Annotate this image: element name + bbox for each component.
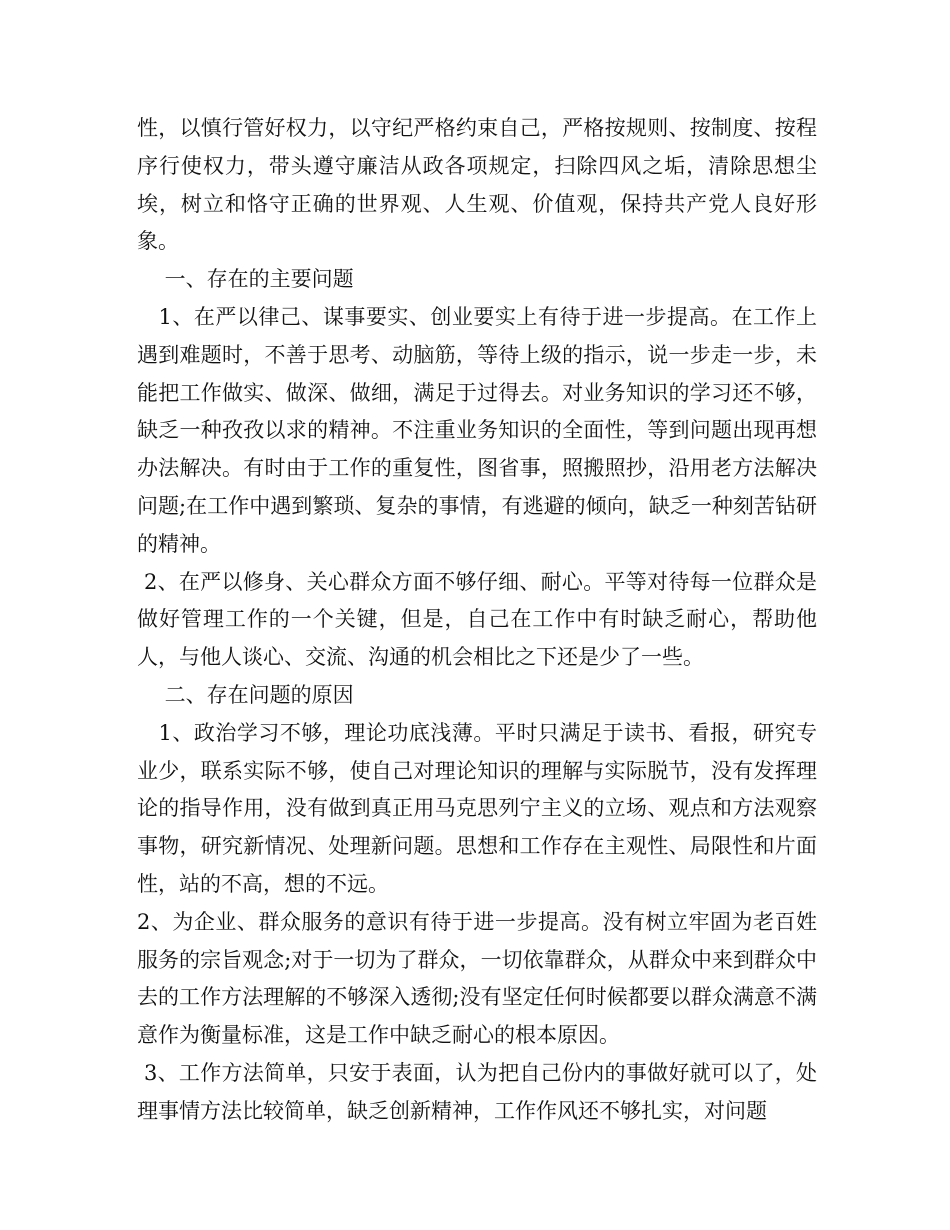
paragraph-problem-1: 1、在严以律己、谋事要实、创业要实上有待于进一步提高。在工作上遇到难题时，不善于思考、动脑筋，等待上级的指示，说一步走一步，未能把工作做实、做深、做细，满足于过得去。对业务知识的学习还不够，缺乏一种孜孜以求的精神。不注重业务知识的全面性，等到问题出现再想办法解决。有时由于工作的重复性，图省事，照搬照抄，沿用老方法解决问题;在工作中遇到繁琐、复杂的事情，有逃避的倾向，缺乏一种刻苦钻研的精神。 (137, 304, 817, 556)
paragraph-cause-1: 1、政治学习不够，理论功底浅薄。平时只满足于读书、看报，研究专业少，联系实际不够，使自己对理论知识的理解与实际脱节，没有发挥理论的指导作用，没有做到真正用马克思列宁主义的立场、观点和方法观察事物，研究新情况、处理新问题。思想和工作存在主观性、局限性和片面性，站的不高，想的不远。 (137, 720, 817, 896)
document-body (137, 110, 817, 1131)
paragraph-cause-3: 3、工作方法简单，只安于表面，认为把自己份内的事做好就可以了，处理事情方法比较简单，缺乏创新精神，工作作风还不够扎实，对问题 (137, 1060, 818, 1123)
paragraph-problem-2: 2、在严以修身、关心群众方面不够仔细、耐心。平等对待每一位群众是做好管理工作的一个关键，但是，自己在工作中有时缺乏耐心，帮助他人，与他人谈心、交流、沟通的机会相比之下还是少了一些。 (137, 569, 818, 670)
section-heading-causes: 二、存在问题的原因 (137, 682, 354, 707)
section-heading-main-problems: 一、存在的主要问题 (137, 267, 354, 292)
paragraph-intro: 性，以慎行管好权力，以守纪严格约束自己，严格按规则、按制度、按程序行使权力，带头遵守廉洁从政各项规定，扫除四风之垢，清除思想尘埃，树立和恪守正确的世界观、人生观、价值观，保持共产党人良好形象。 (137, 116, 817, 254)
paragraph-cause-2: 2、为企业、群众服务的意识有待于进一步提高。没有树立牢固为老百姓服务的宗旨观念;对于一切为了群众，一切依靠群众，从群众中来到群众中去的工作方法理解的不够深入透彻;没有坚定任何时候都要以群众满意不满意作为衡量标准，这是工作中缺乏耐心的根本原因。 (137, 909, 817, 1048)
